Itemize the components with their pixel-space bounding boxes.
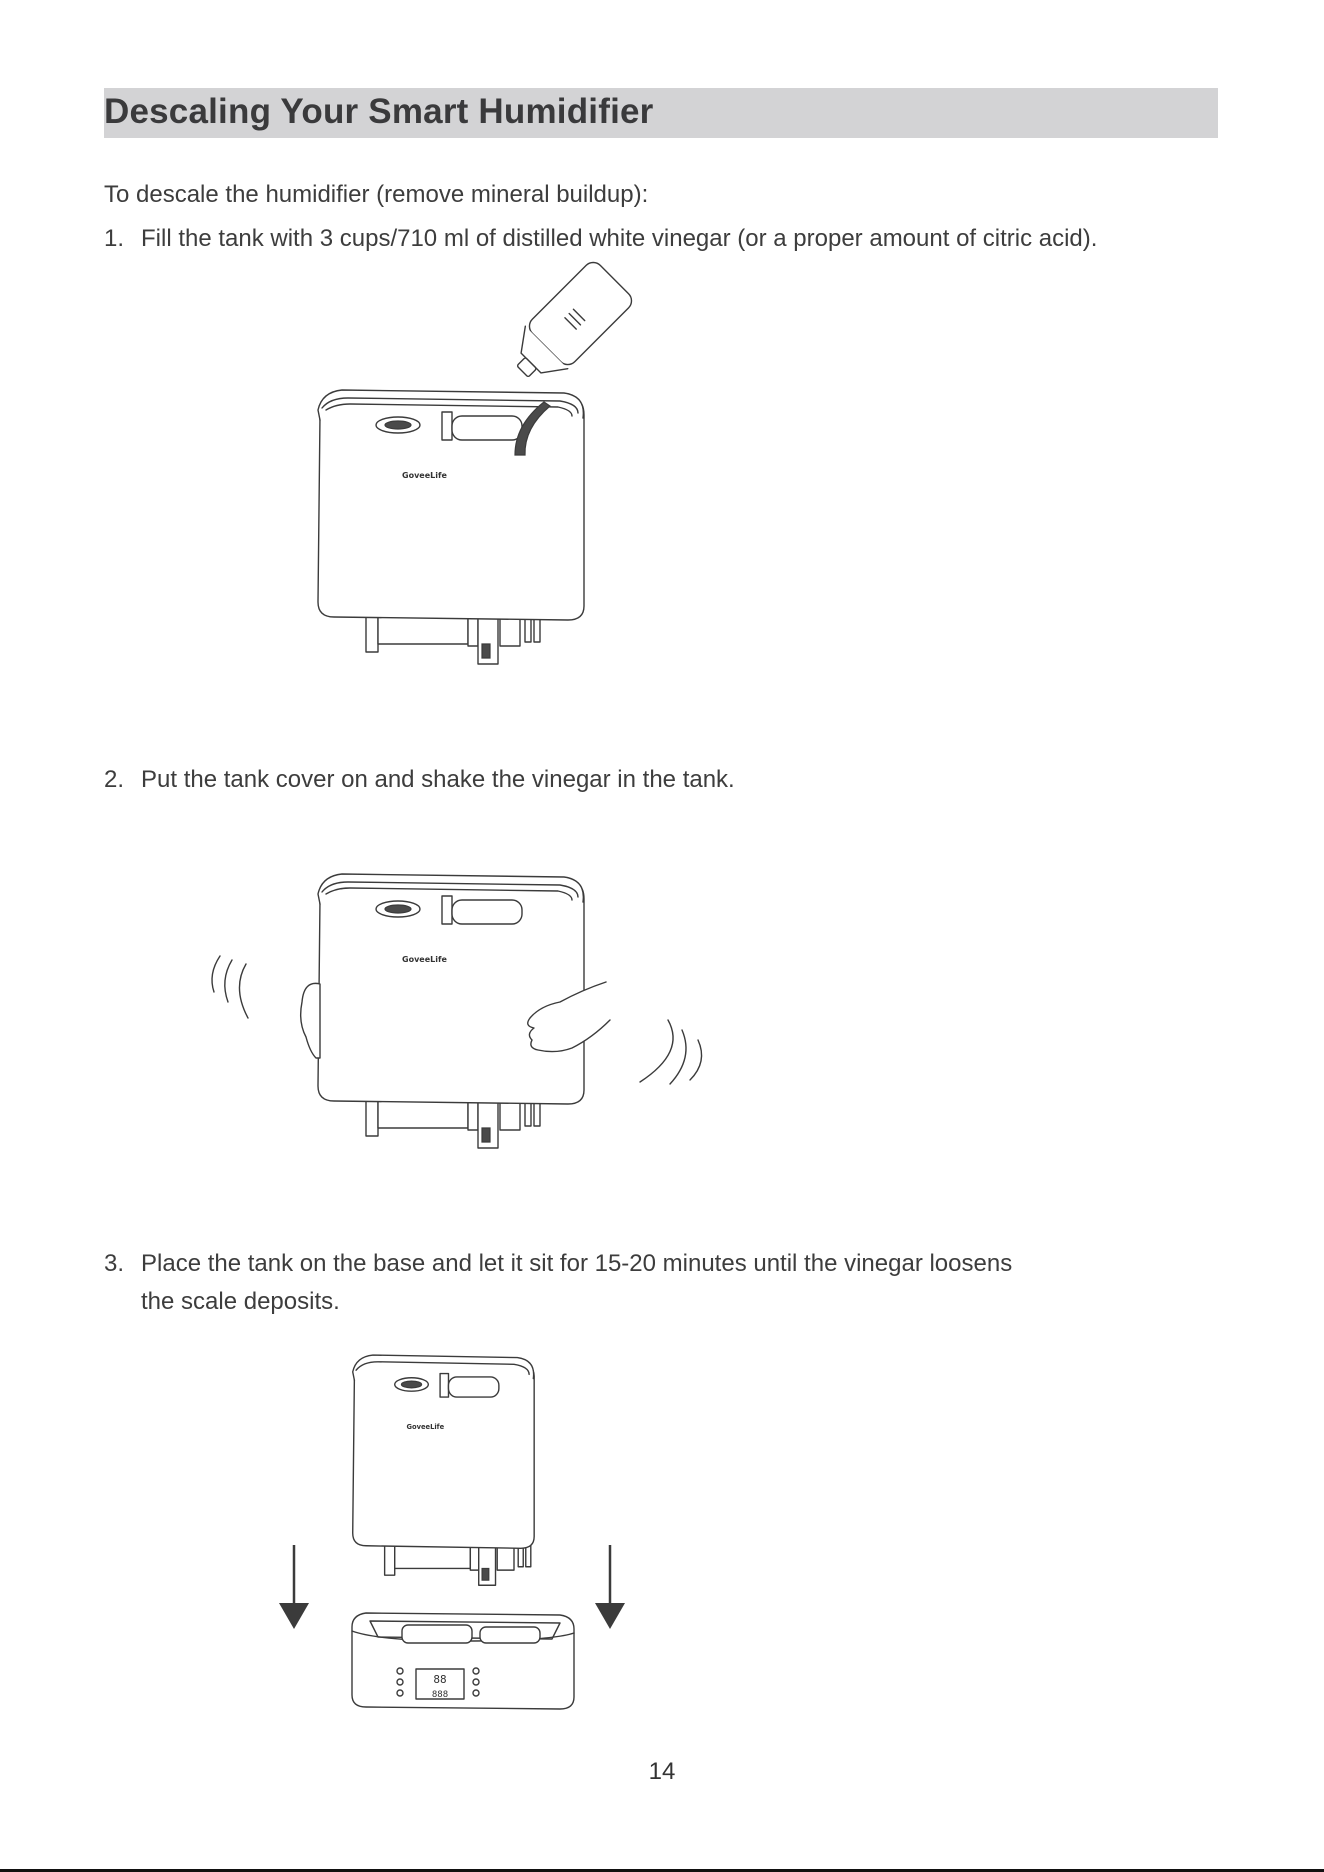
step-2-number: 2.: [104, 766, 125, 793]
section-heading-bar: [104, 88, 1218, 138]
step-3-text-line-1: Place the tank on the base and let it sit for 15-20 minutes until the vinegar loosens: [141, 1250, 1013, 1277]
down-arrow-icon: [595, 1545, 625, 1629]
illustration-place-tank: [270, 1345, 650, 1745]
step-3-text-line-2: the scale deposits.: [141, 1288, 340, 1315]
intro-text: To descale the humidifier (remove mineral buildup):: [104, 181, 649, 208]
step-1-number: 1.: [104, 225, 125, 252]
illustration-shake-tank: [200, 862, 720, 1182]
illustration-pour-vinegar: [310, 280, 690, 680]
step-3-number: 3.: [104, 1250, 125, 1277]
tank-legs: [385, 1545, 531, 1585]
step-1-text: Fill the tank with 3 cups/710 ml of distilled white vinegar (or a proper amount of citric acid).: [141, 225, 1098, 252]
brand-logo: GoveeLife: [402, 471, 447, 480]
vinegar-bottle-icon: [501, 258, 635, 392]
display-digits-bottom: 888: [431, 1690, 449, 1700]
step-2-text: Put the tank cover on and shake the vinegar in the tank.: [141, 766, 735, 793]
down-arrow-icon: [279, 1545, 309, 1629]
humidifier-base: [352, 1613, 574, 1709]
page-number: 14: [648, 1758, 676, 1785]
left-hand: [301, 983, 320, 1058]
brand-logo: GoveeLife: [406, 1423, 445, 1431]
section-heading: Descaling Your Smart Humidifier: [104, 92, 654, 131]
tank-legs: [366, 1100, 540, 1148]
brand-logo: GoveeLife: [402, 955, 447, 964]
tank-legs: [366, 616, 540, 664]
display-digits-top: 88: [433, 1673, 447, 1686]
